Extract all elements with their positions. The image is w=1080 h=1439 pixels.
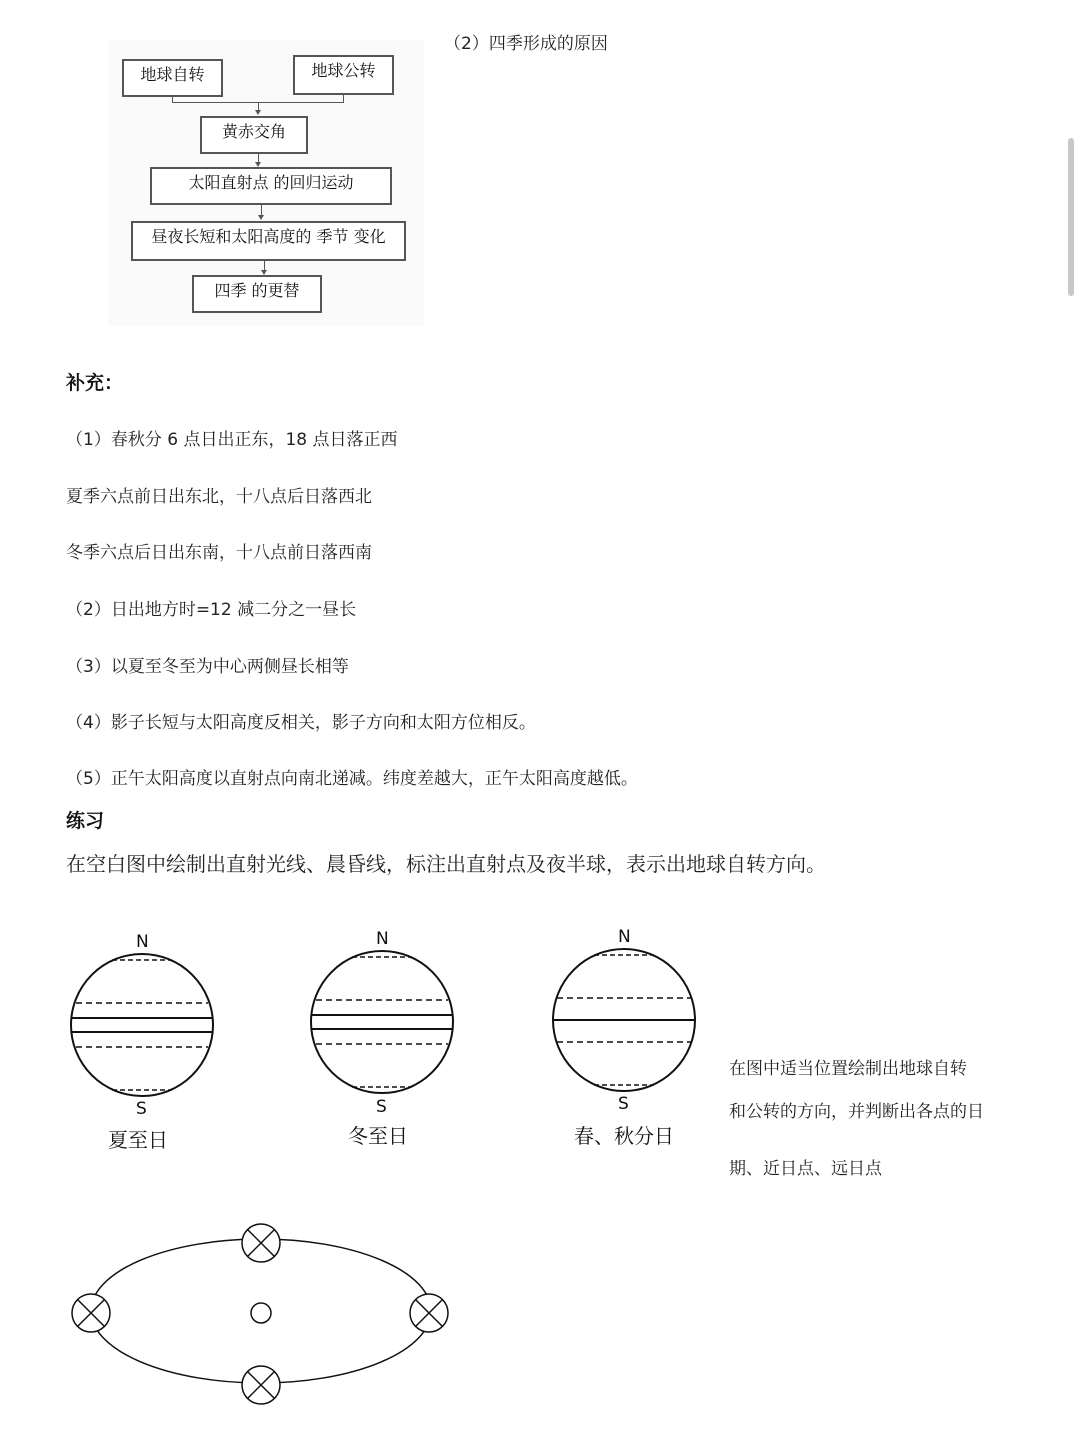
flow-box-subsolar: 太阳直射点 的回归运动 xyxy=(150,167,392,205)
globe-winter xyxy=(311,951,453,1093)
orbit-diagram xyxy=(72,1224,448,1404)
globe-north-label: N xyxy=(618,927,631,947)
globe-south-label: S xyxy=(618,1094,629,1114)
globe-north-label: N xyxy=(376,929,389,949)
practice-title: 练习 xyxy=(66,810,105,832)
flow-box-obliquity: 黄赤交角 xyxy=(200,116,308,154)
sun-circle xyxy=(251,1303,271,1323)
section-heading: （2）四季形成的原因 xyxy=(444,34,608,54)
supplement-item: 冬季六点后日出东南，十八点前日落西南 xyxy=(66,543,372,563)
earth-position-top xyxy=(242,1224,280,1262)
globe-equinox xyxy=(553,949,695,1091)
practice-instruction: 在空白图中绘制出直射光线、晨昏线，标注出直射点及夜半球，表示出地球自转方向。 xyxy=(66,852,826,876)
supplement-item: （3）以夏至冬至为中心两侧昼长相等 xyxy=(66,657,349,677)
supplement-item: （4）影子长短与太阳高度反相关，影子方向和太阳方位相反。 xyxy=(66,713,536,733)
globe-winter-label: 冬至日 xyxy=(348,1124,408,1148)
globe-equinox-label: 春、秋分日 xyxy=(574,1124,674,1148)
orbit-note-line: 期、近日点、远日点 xyxy=(729,1159,882,1179)
flow-box-revolution: 地球公转 xyxy=(293,55,394,95)
globe-south-label: S xyxy=(376,1097,387,1117)
earth-position-left xyxy=(72,1294,110,1332)
globe-south-label: S xyxy=(136,1099,147,1119)
earth-position-right xyxy=(410,1294,448,1332)
globe-north-label: N xyxy=(136,932,149,952)
flow-box-rotation: 地球自转 xyxy=(122,59,223,97)
flow-box-seasons: 四季 的更替 xyxy=(192,275,322,313)
vertical-scrollbar[interactable] xyxy=(1068,138,1074,296)
globe-summer-label: 夏至日 xyxy=(108,1128,168,1152)
supplement-title: 补充： xyxy=(66,372,124,394)
supplement-item: 夏季六点前日出东北，十八点后日落西北 xyxy=(66,487,372,507)
globe-summer xyxy=(71,954,213,1096)
supplement-item: （1）春秋分 6 点日出正东，18 点日落正西 xyxy=(66,430,398,450)
supplement-item: （2）日出地方时=12 减二分之一昼长 xyxy=(66,600,357,620)
orbit-note-line: 在图中适当位置绘制出地球自转 xyxy=(729,1059,967,1079)
flow-box-daylength: 昼夜长短和太阳高度的 季节 变化 xyxy=(131,221,406,261)
earth-position-bottom xyxy=(242,1366,280,1404)
orbit-note-line: 和公转的方向，并判断出各点的日 xyxy=(729,1102,984,1122)
supplement-item: （5）正午太阳高度以直射点向南北递减。纬度差越大，正午太阳高度越低。 xyxy=(66,769,638,789)
